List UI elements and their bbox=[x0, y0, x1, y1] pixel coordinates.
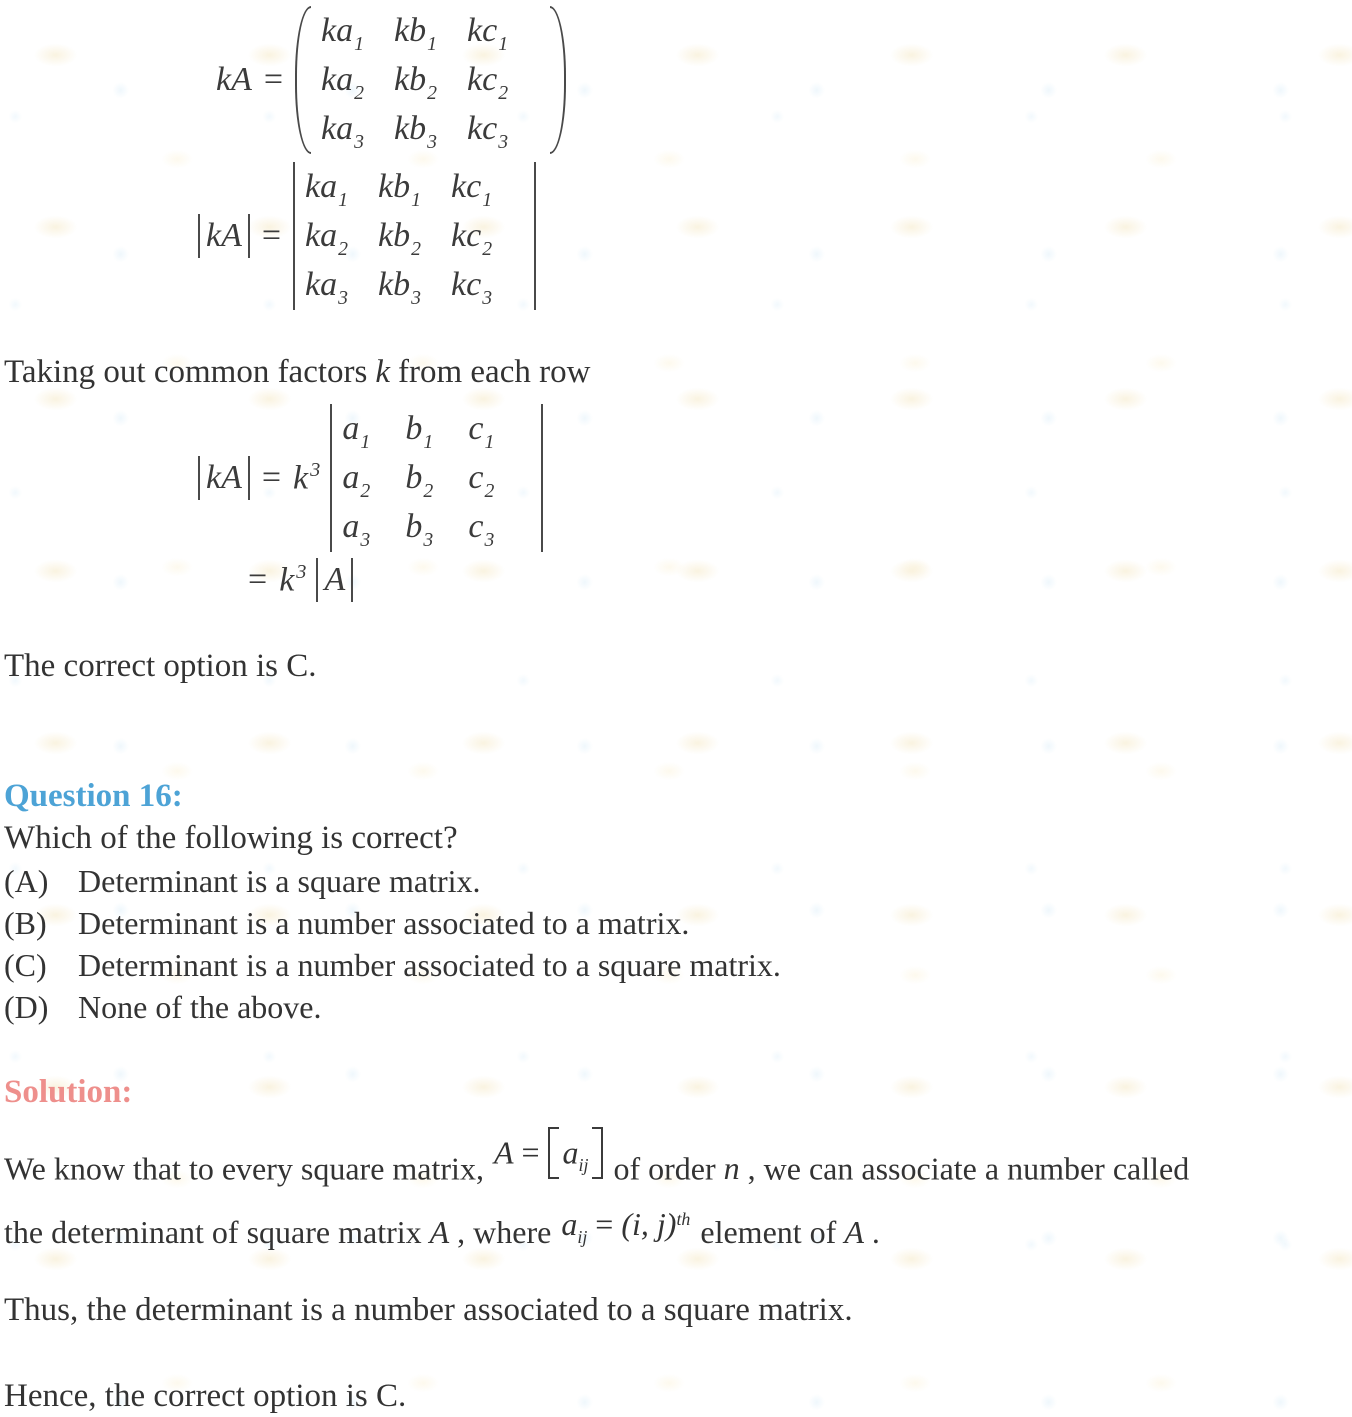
matrix-cell: $kb_3$ bbox=[394, 110, 437, 154]
text-segment: the determinant of square matrix bbox=[4, 1214, 422, 1250]
matrix-cell: $kc_2$ bbox=[467, 60, 509, 104]
text-segment: Taking out common factors bbox=[4, 354, 368, 390]
matrix-cell: $a_1$ bbox=[342, 409, 371, 453]
matrix-cell: $b_3$ bbox=[405, 508, 434, 552]
inline-math-A-equals-aij: $A = a_{ij}$ bbox=[494, 1130, 604, 1182]
matrix-cell: $ka_2$ bbox=[305, 216, 348, 260]
abs-bars: kA bbox=[198, 456, 250, 500]
solution-paragraph-line1 bbox=[4, 1134, 1190, 1198]
matrix-cell: $kb_1$ bbox=[394, 11, 437, 55]
matrix-row bbox=[342, 508, 531, 552]
matrix-cell: $kc_3$ bbox=[451, 266, 493, 310]
determinant bbox=[293, 162, 536, 310]
question-prompt: Which of the following is correct? bbox=[4, 820, 458, 856]
matrix-grid bbox=[332, 404, 541, 552]
taking-factors-line bbox=[4, 352, 590, 392]
matrix-cell: $kc_2$ bbox=[451, 216, 493, 260]
option-row-c bbox=[4, 944, 781, 986]
text-segment: of order bbox=[613, 1150, 716, 1187]
matrix-row bbox=[305, 216, 524, 260]
matrix-row bbox=[342, 458, 531, 502]
matrix-row bbox=[321, 110, 540, 154]
right-bracket bbox=[592, 1127, 603, 1179]
question-heading: Question 16: bbox=[4, 778, 183, 814]
matrix-row bbox=[321, 11, 540, 55]
option-label: (D) bbox=[4, 989, 49, 1025]
equals-sign: = bbox=[261, 217, 282, 254]
option-label: (B) bbox=[4, 905, 47, 941]
option-row-d bbox=[4, 986, 781, 1028]
matrix-cell: $ka_3$ bbox=[321, 110, 364, 154]
matrix-cell: $c_3$ bbox=[468, 508, 495, 552]
matrix-cell: $kc_3$ bbox=[467, 110, 509, 154]
matrix-cell: $c_1$ bbox=[468, 409, 495, 453]
matrix-with-parens bbox=[295, 6, 566, 154]
var-A: A bbox=[844, 1214, 864, 1250]
equation-result bbox=[248, 558, 353, 602]
det-bar-right bbox=[541, 404, 543, 552]
equals-sign: = bbox=[248, 561, 268, 599]
matrix-cell: $ka_1$ bbox=[305, 167, 348, 211]
inline-math-aij-element: $a_{ij} = (i$, j)$^{th}$ bbox=[561, 1206, 691, 1247]
option-text: Determinant is a number associated to a matrix. bbox=[78, 905, 690, 941]
text-segment: , we can associate a number called bbox=[747, 1150, 1190, 1187]
equation-kA-matrix bbox=[216, 6, 566, 154]
matrix-cell: $ka_1$ bbox=[321, 11, 364, 55]
equals-sign: = bbox=[263, 61, 284, 98]
solution-paragraph-line2 bbox=[4, 1206, 880, 1257]
text-segment: . bbox=[871, 1214, 880, 1250]
matrix-cell: $a_2$ bbox=[342, 458, 371, 502]
text-segment: We know that to every square matrix, bbox=[4, 1150, 484, 1187]
var-k: k bbox=[375, 354, 391, 390]
abs-A: A bbox=[316, 558, 353, 602]
matrix-row bbox=[305, 167, 524, 211]
conclusion-line: The correct option is C. bbox=[4, 648, 317, 684]
left-bracket bbox=[548, 1127, 559, 1179]
determinant bbox=[330, 404, 543, 552]
matrix-grid bbox=[295, 162, 534, 310]
matrix-cell: $ka_3$ bbox=[305, 266, 348, 310]
equation-lhs: kA bbox=[216, 61, 252, 98]
option-text: Determinant is a square matrix. bbox=[78, 863, 481, 899]
matrix-cell: $kb_1$ bbox=[378, 167, 421, 211]
matrix-row bbox=[321, 60, 540, 104]
options-list bbox=[4, 860, 781, 1028]
text-segment: , where bbox=[457, 1214, 552, 1250]
det-bar-right bbox=[534, 162, 536, 310]
option-row-a bbox=[4, 860, 781, 902]
matrix-cell: $c_2$ bbox=[468, 458, 495, 502]
matrix-cell: $ka_2$ bbox=[321, 60, 364, 104]
equation-det-k3 bbox=[198, 404, 543, 552]
matrix-cell: $kc_1$ bbox=[467, 11, 509, 55]
matrix-grid bbox=[311, 6, 550, 154]
text-segment: element of bbox=[700, 1214, 837, 1250]
var-n: n bbox=[723, 1150, 740, 1187]
matrix-cell: $a_3$ bbox=[342, 508, 371, 552]
text-segment: from each row bbox=[398, 354, 591, 390]
solution-thus-line: Thus, the determinant is a number associated to a square matrix. bbox=[4, 1292, 853, 1328]
option-label: (A) bbox=[4, 863, 49, 899]
option-text: None of the above. bbox=[78, 989, 322, 1025]
left-paren bbox=[295, 6, 311, 154]
solution-hence-line: Hence, the correct option is C. bbox=[4, 1378, 407, 1414]
option-text: Determinant is a number associated to a square matrix. bbox=[78, 947, 781, 983]
matrix-row bbox=[305, 266, 524, 310]
right-paren bbox=[550, 6, 566, 154]
option-label: (C) bbox=[4, 947, 47, 983]
option-row-b bbox=[4, 902, 781, 944]
matrix-cell: $kb_2$ bbox=[394, 60, 437, 104]
matrix-cell: $kc_1$ bbox=[451, 167, 493, 211]
coefficient-k-cubed: $k^3$ bbox=[293, 458, 321, 497]
coefficient-k-cubed: $k^3$ bbox=[279, 560, 307, 599]
equation-det-kA bbox=[198, 162, 536, 310]
matrix-cell: $kb_3$ bbox=[378, 266, 421, 310]
solution-heading: Solution: bbox=[4, 1074, 133, 1110]
matrix-row bbox=[342, 409, 531, 453]
matrix-cell: $b_1$ bbox=[405, 409, 434, 453]
var-A: A bbox=[429, 1214, 450, 1250]
matrix-cell: $kb_2$ bbox=[378, 216, 421, 260]
matrix-cell: $b_2$ bbox=[405, 458, 434, 502]
abs-bars: kA bbox=[198, 214, 250, 258]
equals-sign: = bbox=[261, 459, 282, 496]
